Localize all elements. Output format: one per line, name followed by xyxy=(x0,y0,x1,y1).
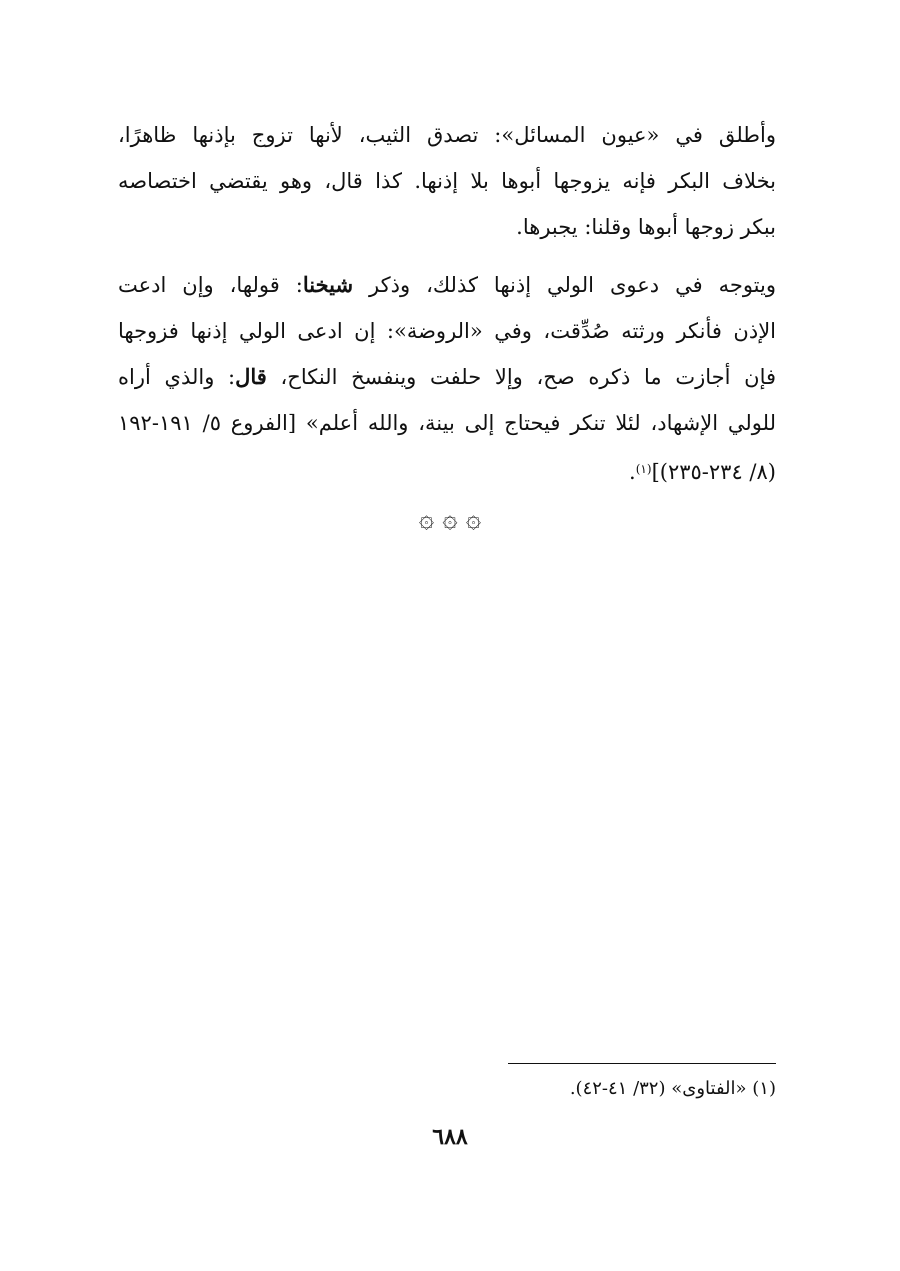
text-line xyxy=(118,262,776,308)
text-line: للولي الإشهاد، لئلا تنكر فيحتاج إلى بينة، والله أعلم» [الفروع ٥/ ١٩١-١٩٢ xyxy=(118,411,776,435)
text-line: بخلاف البكر فإنه يزوجها أبوها بلا إذنها. كذا قال، وهو يقتضي اختصاصه xyxy=(118,169,776,193)
text-line: ببكر زوجها أبوها وقلنا: يجبرها. xyxy=(516,215,776,239)
text-span: : والذي أراه xyxy=(118,365,236,389)
text-line: وأطلق في «عيون المسائل»: تصدق الثيب، لأنها تزوج بإذنها ظاهرًا، xyxy=(118,123,777,147)
text-line xyxy=(118,354,776,400)
footnote-reference[interactable]: (١) xyxy=(635,462,652,476)
footnote-divider xyxy=(508,1063,776,1064)
text-span: : قولها، وإن ادعت xyxy=(118,273,303,297)
text-line xyxy=(118,446,776,495)
section-divider-ornaments: ۞ ۞ ۞ xyxy=(418,504,482,534)
text-span: . xyxy=(629,460,636,484)
bold-term: شيخنا xyxy=(302,272,354,297)
footnote: (١) «الفتاوى» (٣٢/ ٤١-٤٢). xyxy=(569,1078,776,1099)
text-span: ويتوجه في دعوى الولي إذنها كذلك، وذكر xyxy=(353,273,776,297)
bold-term: قال xyxy=(235,364,267,389)
text-span: (٨/ ٢٣٤-٢٣٥)] xyxy=(651,460,776,484)
paragraph-1 xyxy=(118,112,776,250)
paragraph-2 xyxy=(118,262,776,495)
page-number: ٦٨٨ xyxy=(432,1124,468,1150)
text-line: الإذن فأنكر ورثته صُدِّقت، وفي «الروضة»: إن ادعى الولي إذنها فزوجها xyxy=(118,319,776,343)
text-span: فإن أجازت ما ذكره صح، وإلا حلفت وينفسخ النكاح، xyxy=(266,365,777,389)
main-text xyxy=(118,112,776,499)
